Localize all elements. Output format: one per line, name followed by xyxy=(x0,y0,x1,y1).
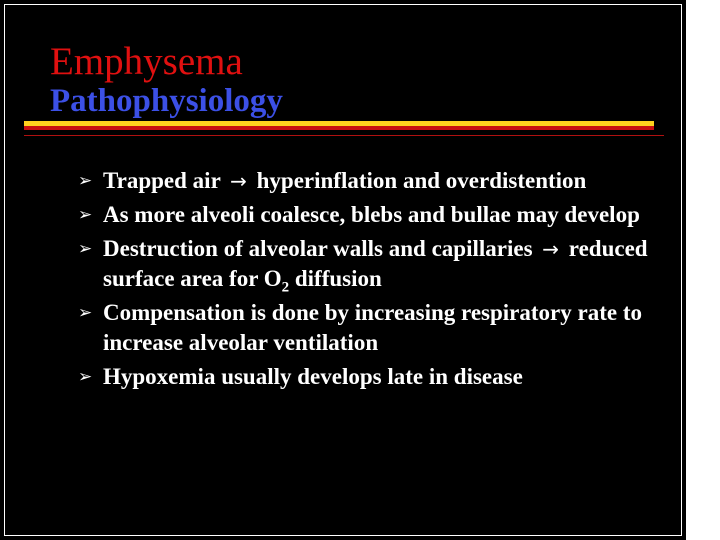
bullet-text-post: hyperinflation and overdistention xyxy=(256,168,587,193)
bullet-text: Hypoxemia usually develops late in disease xyxy=(103,364,523,389)
bullet-list xyxy=(78,166,678,396)
bullet-text: As more alveoli coalesce, blebs and bullae may develop xyxy=(103,202,640,227)
arrowhead-bullet-icon: ➢ xyxy=(78,303,93,323)
list-item xyxy=(78,166,678,196)
arrowhead-bullet-icon: ➢ xyxy=(78,367,93,387)
list-item xyxy=(78,362,678,392)
bullet-text-tail: diffusion xyxy=(289,266,382,291)
slide-subtitle: Pathophysiology xyxy=(50,83,283,119)
arrowhead-bullet-icon: ➢ xyxy=(78,205,93,225)
title-divider-red xyxy=(24,126,654,130)
bullet-text: Compensation is done by increasing respiratory rate to increase alveolar ventilation xyxy=(103,300,642,355)
bullet-text-post: reduced surface area for O xyxy=(103,236,648,291)
list-item xyxy=(78,234,678,294)
arrowhead-bullet-icon: ➢ xyxy=(78,171,93,191)
subscript: 2 xyxy=(281,279,290,296)
right-arrow-icon: → xyxy=(230,169,247,193)
list-item xyxy=(78,200,678,230)
bullet-text-pre: Destruction of alveolar walls and capillaries xyxy=(103,236,533,261)
slide-title: Emphysema xyxy=(50,40,243,83)
bullet-text-pre: Trapped air xyxy=(103,168,221,193)
right-arrow-icon: → xyxy=(542,237,560,261)
arrowhead-bullet-icon: ➢ xyxy=(78,239,93,259)
title-divider-thin xyxy=(24,135,664,136)
list-item xyxy=(78,298,678,358)
